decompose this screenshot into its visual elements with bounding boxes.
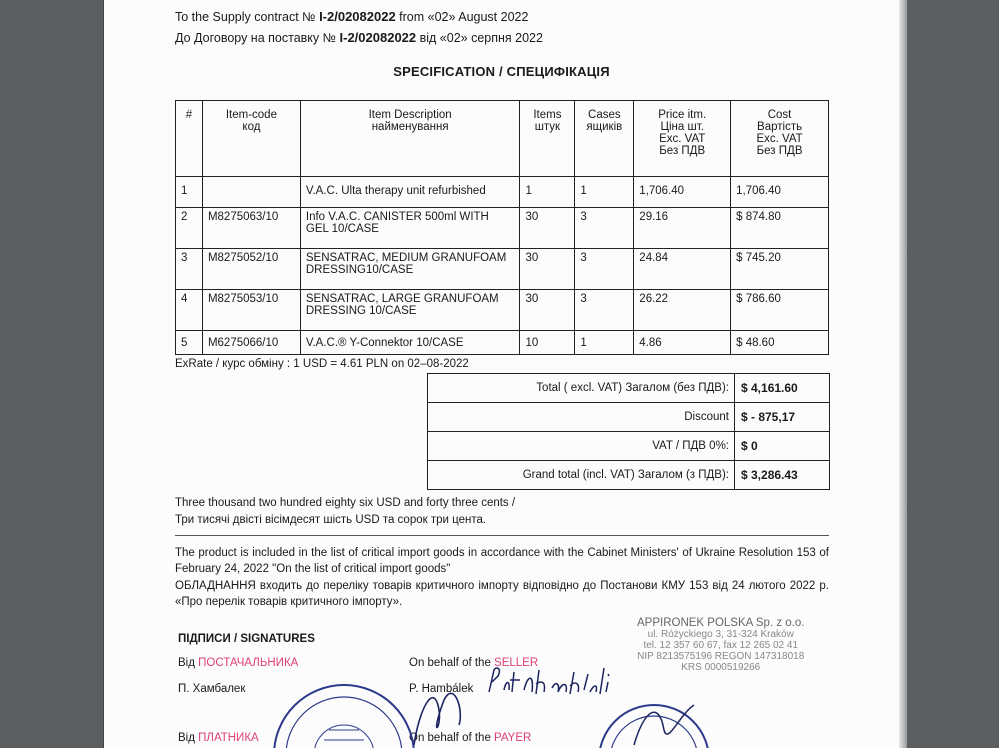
col-header-price: Price itm. Ціна шт. Exc. VAT Без ПДВ — [634, 101, 731, 177]
totals-row — [428, 374, 830, 403]
signatures-heading: ПІДПИСИ / SIGNATURES — [178, 633, 315, 645]
supplier-label: Від ПОСТАЧАЛЬНИКА — [178, 657, 299, 669]
contract-number: I-2/02082022 — [319, 9, 396, 24]
totals-row — [428, 403, 830, 432]
col-header-num: # — [176, 101, 203, 177]
amount-in-words-ua: Три тисячі двісті вісімдесят шість USD та сорок три цента. — [175, 514, 487, 526]
table-header-row — [176, 101, 829, 177]
total-label: Total ( excl. VAT) Загалом (без ПДВ): — [428, 374, 735, 403]
totals-row — [428, 461, 830, 490]
col-header-cost: Cost Вартість Exc. VAT Без ПДВ — [731, 101, 829, 177]
signatory-name-en: P. Hambálek — [409, 683, 474, 695]
grand-total-value: $ 3,286.43 — [735, 461, 830, 490]
divider — [175, 535, 829, 536]
contract-header-ua: До Договору на поставку № I-2/02082022 від «02» серпня 2022 — [175, 30, 543, 45]
table-row: 4 M8275053/10 SENSATRAC, LARGE GRANUFOAM DRESSING 10/CASE 30 3 26.22 $ 786.60 — [176, 290, 829, 331]
company-stamp: APPIRONEK POLSKA Sp. z o.o. ul. Różyckiego 3, 31-324 Kraków tel. 12 357 60 67, fax 12 265 02 41 NIP 8213575196 REGON 147318018 KRS 0000519266 — [637, 617, 805, 673]
payer-label-en: On behalf of the PAYER — [409, 732, 532, 744]
total-value: $ 4,161.60 — [735, 374, 830, 403]
signatory-name-ua: П. Хамбалек — [178, 683, 246, 695]
page-edge-shadow — [899, 0, 907, 748]
vat-label: VAT / ПДВ 0%: — [428, 432, 735, 461]
seller-label: On behalf of the SELLER — [409, 657, 539, 669]
amount-in-words-en: Three thousand two hundred eighty six USD and forty three cents / — [175, 497, 516, 509]
contract-number-ua: I-2/02082022 — [339, 30, 417, 45]
exchange-rate: ExRate / курс обміну : 1 USD = 4.61 PLN on 02–08-2022 — [175, 358, 469, 370]
totals-table — [427, 373, 830, 490]
table-row: 1 V.A.C. Ulta therapy unit refurbished 1 1 1,706.40 1,706.40 — [176, 177, 829, 208]
critical-import-note-ua: ОБЛАДНАННЯ входить до переліку товарів критичного імпорту відповідно до Постанови КМУ 153 від 24 лютого 2022 р. «Про перелік товарів критичного імпорту». — [175, 580, 829, 608]
col-header-items: Items штук — [520, 101, 575, 177]
col-header-description: Item Description найменування — [300, 101, 520, 177]
col-header-code: Item-code код — [202, 101, 300, 177]
grand-total-label: Grand total (incl. VAT) Загалом (з ПДВ): — [428, 461, 735, 490]
table-row: 3 M8275052/10 SENSATRAC, MEDIUM GRANUFOAM DRESSING10/CASE 30 3 24.84 $ 745.20 — [176, 249, 829, 290]
contract-header-en: To the Supply contract № I-2/02082022 from «02» August 2022 — [175, 9, 529, 24]
discount-value: $ - 875,17 — [735, 403, 830, 432]
critical-import-note-en: The product is included in the list of critical import goods in accordance with the Cabinet Ministers' of Ukraine Resolution 153 of February 24, 2022 "On the list of critical import goods" — [175, 547, 829, 575]
vat-value: $ 0 — [735, 432, 830, 461]
discount-label: Discount — [428, 403, 735, 432]
payer-label-ua: Від ПЛАТНИКА — [178, 732, 259, 744]
totals-row — [428, 432, 830, 461]
table-row: 2 M8275063/10 Info V.A.C. CANISTER 500ml WITH GEL 10/CASE 30 3 29.16 $ 874.80 — [176, 208, 829, 249]
round-seal-right-icon — [584, 690, 714, 748]
document-title: SPECIFICATION / СПЕЦИФІКАЦІЯ — [393, 64, 610, 79]
document-page — [104, 0, 899, 748]
specification-table — [175, 100, 829, 355]
table-row: 5 M6275066/10 V.A.C.® Y-Connektor 10/CASE 10 1 4.86 $ 48.60 — [176, 331, 829, 355]
col-header-cases: Cases ящиків — [575, 101, 634, 177]
